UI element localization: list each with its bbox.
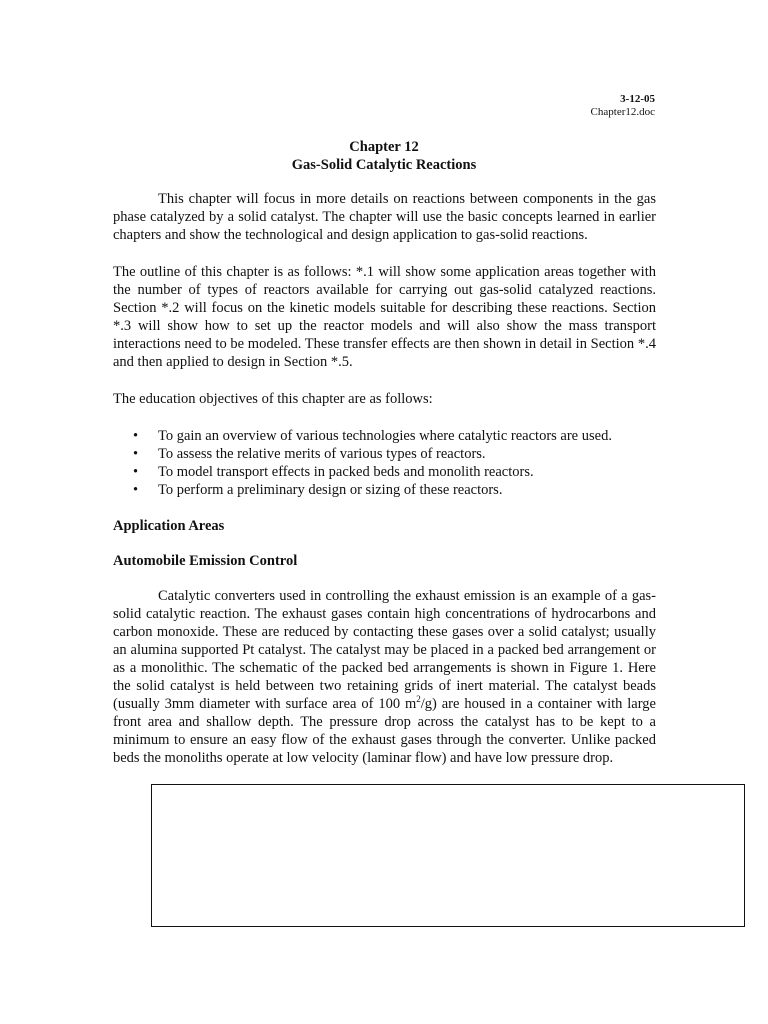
- objective-text: To perform a preliminary design or sizing of these reactors.: [158, 482, 503, 498]
- objective-text: To assess the relative merits of various types of reactors.: [158, 446, 486, 462]
- objectives-intro-paragraph: The education objectives of this chapter are as follows:: [113, 391, 433, 407]
- chapter-title: Gas-Solid Catalytic Reactions: [291, 157, 477, 173]
- page-header: [591, 93, 655, 119]
- section-heading-application-areas: Application Areas: [113, 518, 225, 534]
- bullet-icon: •: [133, 464, 139, 480]
- chapter-number: Chapter 12: [349, 139, 419, 155]
- subsection-heading-automobile-emission: Automobile Emission Control: [113, 553, 298, 569]
- bullet-icon: •: [133, 482, 139, 498]
- objectives-list: [113, 427, 656, 499]
- emission-paragraph: [113, 587, 656, 767]
- list-item: [113, 463, 656, 481]
- superscript-exponent: 2: [416, 694, 421, 705]
- objective-text: To model transport effects in packed beds and monolith reactors.: [158, 464, 534, 480]
- bullet-icon: •: [133, 428, 139, 444]
- document-filename: Chapter12.doc: [590, 106, 655, 118]
- chapter-title-block: [0, 138, 768, 174]
- emission-text-part1: Catalytic converters used in controlling the exhaust emission is an example of a gas-solid catalytic reaction. The exhaust gases contain high concentrations of hydrocarbons and carbon monoxide. These are reduced by contacting these gases over a solid catalyst; usually an alumina supported Pt catalyst. The catalyst may be placed in a packed bed arrangement or as a monolithic. The schematic of the packed bed arrangements is shown in Figure 1. Here the solid catalyst is held between two retaining grids of inert material. The catalyst beads (usually 3mm diameter with surface area of 100 m: [113, 588, 656, 712]
- intro-paragraph: This chapter will focus in more details on reactions between components in the gas phase catalyzed by a solid catalyst. The chapter will use the basic concepts learned in earlier chapters and show the technological and design application to gas-solid reactions.: [113, 191, 656, 243]
- document-body: [113, 190, 656, 786]
- emission-text-part2: /g) are housed in a container with large front area and shallow depth. The pressure drop across the catalyst has to be kept to a minimum to ensure an easy flow of the exhaust gases through the converter. Unlike packed beds the monoliths operate at low velocity (laminar flow) and have low pressure drop.: [113, 696, 656, 766]
- objective-text: To gain an overview of various technologies where catalytic reactors are used.: [158, 428, 612, 444]
- outline-paragraph: The outline of this chapter is as follows: *.1 will show some application areas together with the number of types of reactors available for carrying out gas-solid catalyzed reactions. Section *.2 will focus on the kinetic models suitable for describing these reactions. Section *.3 will show how to set up the reactor models and will also show the mass transport interactions need to be modeled. These transfer effects are then shown in detail in Section *.4 and then applied to design in Section *.5.: [113, 264, 656, 370]
- list-item: [113, 427, 656, 445]
- list-item: [113, 445, 656, 463]
- figure-frame: [151, 784, 745, 927]
- list-item: [113, 481, 656, 499]
- document-date: 3-12-05: [620, 93, 655, 105]
- bullet-icon: •: [133, 446, 139, 462]
